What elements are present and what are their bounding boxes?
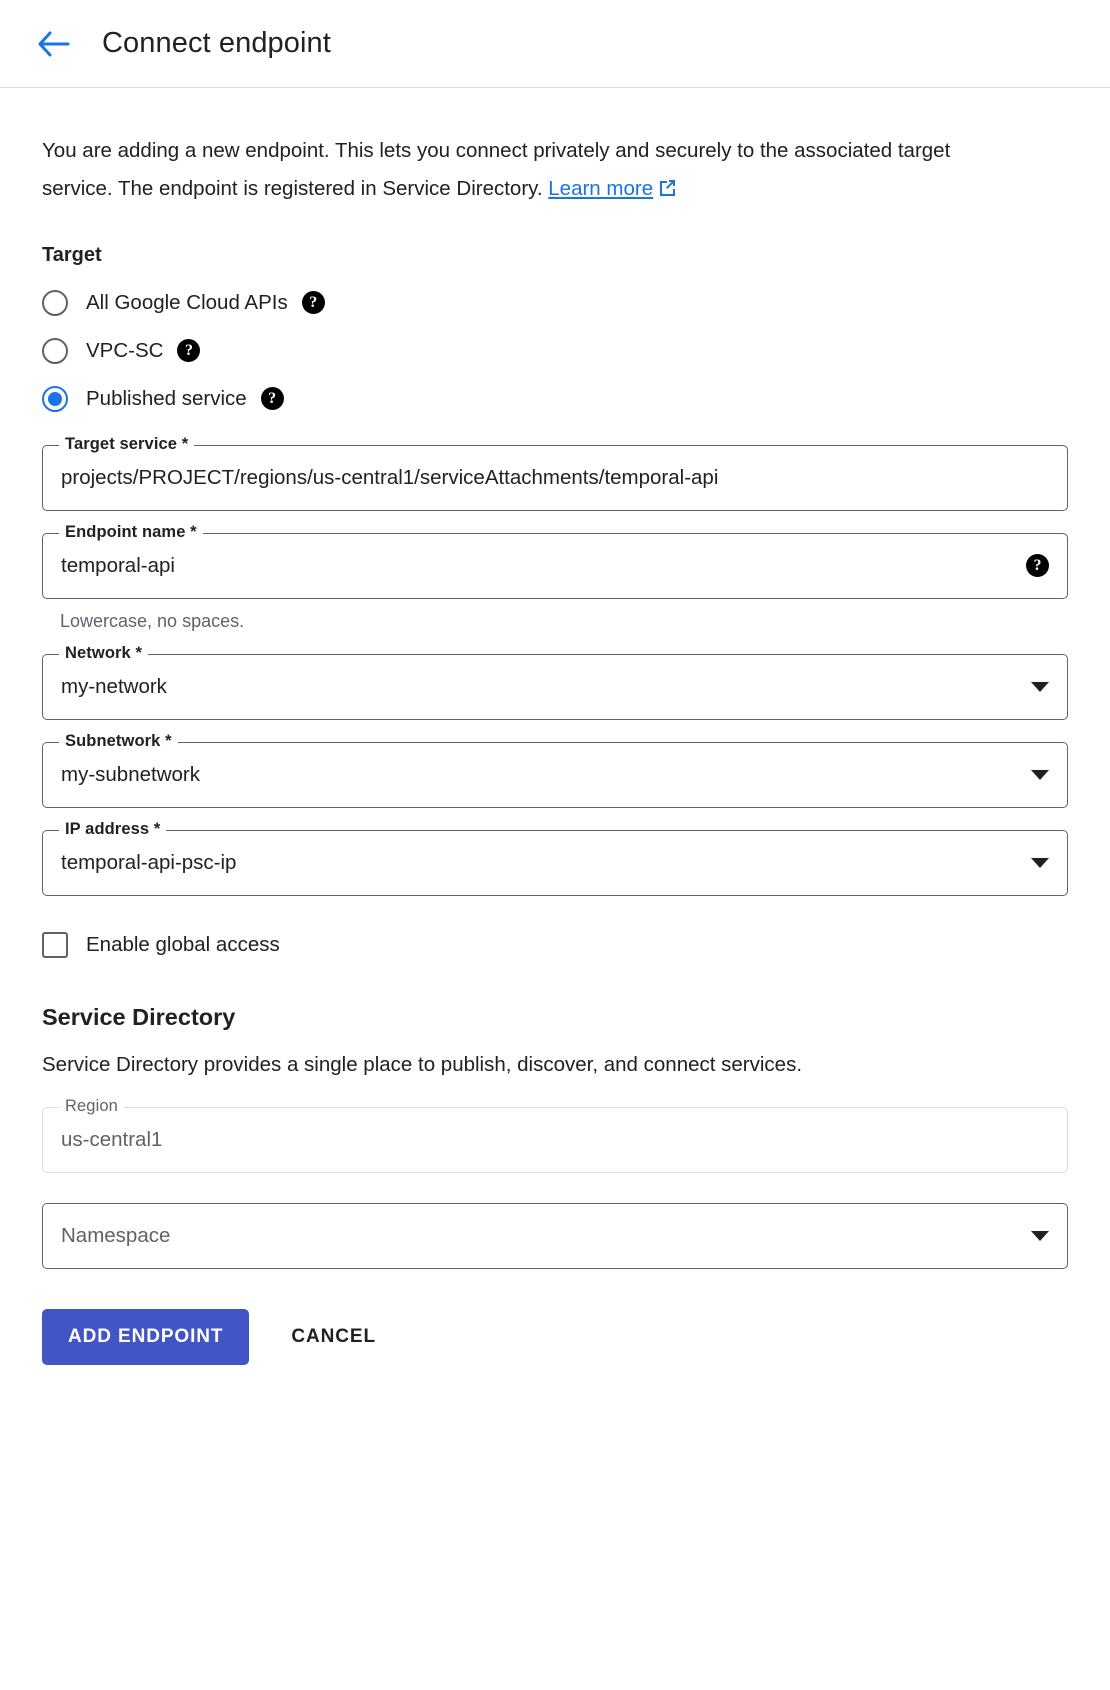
target-service-value: projects/PROJECT/regions/us-central1/serviceAttachments/temporal-api <box>61 465 719 489</box>
chevron-down-icon[interactable] <box>1031 858 1049 868</box>
service-directory-description: Service Directory provides a single place to publish, discover, and connect services. <box>42 1052 803 1076</box>
help-icon[interactable]: ? <box>177 339 200 362</box>
target-section-label: Target <box>42 243 102 266</box>
endpoint-name-input[interactable] <box>42 522 1068 599</box>
enable-global-access-row[interactable] <box>42 932 1068 958</box>
target-service-field <box>42 434 1068 511</box>
radio-button[interactable] <box>42 386 68 412</box>
subnetwork-value: my-subnetwork <box>61 762 200 786</box>
learn-more-link[interactable]: Learn more <box>548 176 654 200</box>
radio-button[interactable] <box>42 290 68 316</box>
namespace-select[interactable] <box>42 1203 1068 1269</box>
enable-global-access-checkbox[interactable] <box>42 932 68 958</box>
help-icon[interactable]: ? <box>302 291 325 314</box>
radio-option-vpc-sc[interactable] <box>42 327 1068 375</box>
intro-text <box>42 132 1002 210</box>
target-service-input[interactable] <box>42 434 1068 511</box>
page-body <box>0 88 1110 1425</box>
endpoint-name-label: Endpoint name * <box>59 523 203 542</box>
subnetwork-field <box>42 731 1068 808</box>
namespace-field <box>42 1203 1068 1269</box>
network-field <box>42 643 1068 720</box>
network-label: Network * <box>59 644 148 663</box>
cancel-button[interactable]: CANCEL <box>271 1309 396 1365</box>
region-label: Region <box>59 1097 124 1116</box>
endpoint-name-field <box>42 522 1068 632</box>
subnetwork-select[interactable] <box>42 731 1068 808</box>
radio-label: All Google Cloud APIs <box>86 290 288 314</box>
service-directory-title: Service Directory <box>42 1003 236 1030</box>
endpoint-name-hint: Lowercase, no spaces. <box>60 610 245 631</box>
network-value: my-network <box>61 674 167 698</box>
region-field <box>42 1096 1068 1173</box>
region-value: us-central1 <box>61 1127 163 1151</box>
arrow-left-icon[interactable] <box>34 24 74 64</box>
add-endpoint-button[interactable]: ADD ENDPOINT <box>42 1309 249 1365</box>
namespace-placeholder: Namespace <box>61 1223 171 1247</box>
radio-option-all-google-cloud-apis[interactable] <box>42 279 1068 327</box>
enable-global-access-label: Enable global access <box>86 932 280 956</box>
chevron-down-icon[interactable] <box>1031 1231 1049 1241</box>
intro-description: You are adding a new endpoint. This lets you connect privately and securely to the associated target service. The endpoint is registered in Service Directory. <box>42 139 951 200</box>
radio-label: Published service <box>86 386 247 410</box>
form-actions <box>42 1309 1068 1425</box>
ip-address-select[interactable] <box>42 819 1068 896</box>
help-icon[interactable]: ? <box>261 387 284 410</box>
page-header <box>0 0 1110 88</box>
subnetwork-label: Subnetwork * <box>59 732 178 751</box>
network-select[interactable] <box>42 643 1068 720</box>
chevron-down-icon[interactable] <box>1031 770 1049 780</box>
help-icon[interactable]: ? <box>1026 554 1049 577</box>
chevron-down-icon[interactable] <box>1031 682 1049 692</box>
target-service-label: Target service * <box>59 435 194 454</box>
ip-address-field <box>42 819 1068 896</box>
radio-button[interactable] <box>42 338 68 364</box>
radio-option-published-service[interactable] <box>42 375 1068 423</box>
radio-label: VPC-SC <box>86 338 164 362</box>
endpoint-name-value: temporal-api <box>61 553 175 577</box>
ip-address-label: IP address * <box>59 820 166 839</box>
page-title: Connect endpoint <box>102 27 331 59</box>
region-input <box>42 1096 1068 1173</box>
external-link-icon[interactable] <box>657 172 676 210</box>
ip-address-value: temporal-api-psc-ip <box>61 850 237 874</box>
